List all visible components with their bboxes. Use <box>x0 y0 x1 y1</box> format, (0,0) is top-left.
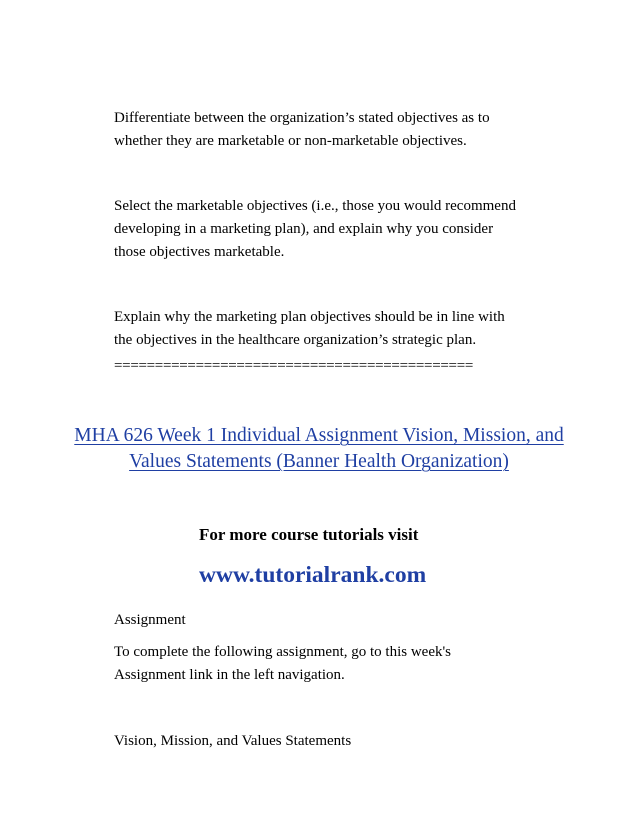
separator-line: ============================================ <box>114 358 474 374</box>
paragraph-select <box>114 195 584 264</box>
paragraph-line: Explain why the marketing plan objectives should be in line with <box>114 309 505 325</box>
paragraph-line: Differentiate between the organization’s stated objectives as to <box>114 110 490 126</box>
paragraph-explain <box>114 306 584 352</box>
paragraph-line: To complete the following assignment, go to this week's <box>114 644 452 660</box>
instruction-paragraph <box>114 641 584 687</box>
assignment-label <box>114 609 584 632</box>
paragraph-line: whether they are marketable or non-marketable objectives. <box>114 133 467 149</box>
tutorials-text: For more course tutorials visit <box>199 525 419 544</box>
heading-line: Values Statements (Banner Health Organization) <box>129 451 509 472</box>
paragraph-line: developing in a marketing plan), and explain why you consider <box>114 221 494 237</box>
paragraph-line: Select the marketable objectives (i.e., those you would recommend <box>114 198 516 214</box>
paragraph-line: those objectives marketable. <box>114 244 285 260</box>
paragraph-line: the objectives in the healthcare organization’s strategic plan. <box>114 332 477 348</box>
heading-line: MHA 626 Week 1 Individual Assignment Vision, Mission, and <box>74 425 564 446</box>
section-title-text: Vision, Mission, and Values Statements <box>114 733 352 749</box>
paragraph-line: Assignment link in the left navigation. <box>114 667 345 683</box>
document-heading <box>60 423 578 475</box>
tutorialrank-link[interactable]: www.tutorialrank.com <box>199 562 427 588</box>
paragraph-differentiate <box>114 107 584 153</box>
assignment-label-text: Assignment <box>114 612 186 628</box>
section-title <box>114 730 584 753</box>
